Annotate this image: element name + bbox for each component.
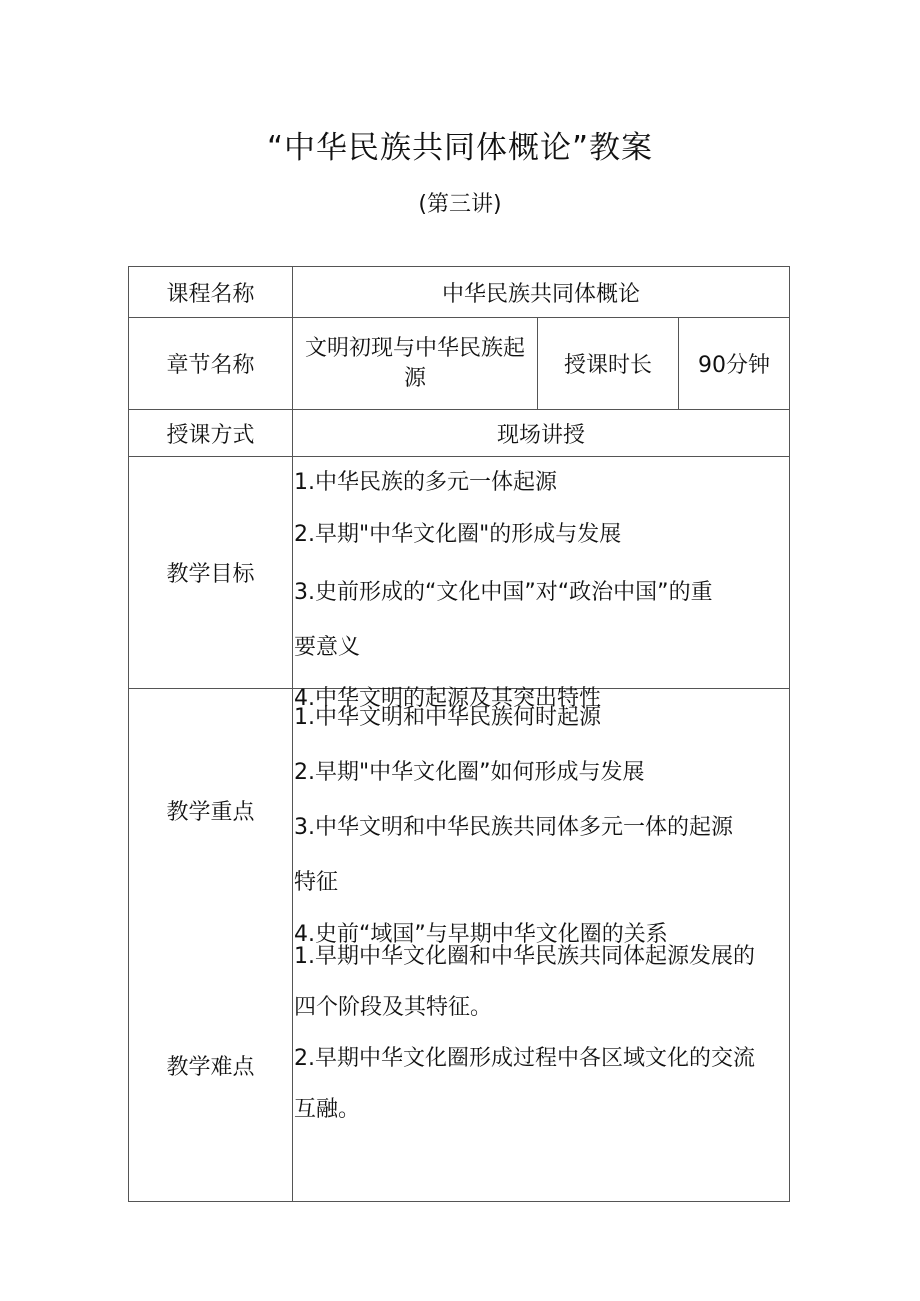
goal-item: 要意义 <box>294 635 361 660</box>
teaching-method-value: 现场讲授 <box>496 422 585 448</box>
difficulty-item: 四个阶段及其特征。 <box>294 995 493 1020</box>
goal-item: 4.中华文明的起源及其突出特性 <box>294 686 601 711</box>
teaching-goals-label: 教学目标 <box>166 562 255 587</box>
teaching-focus-content <box>294 689 789 947</box>
duration-label: 授课时长 <box>563 353 652 378</box>
course-name-label: 课程名称 <box>166 281 255 307</box>
teaching-difficulty-content <box>294 925 789 1201</box>
teaching-method-label: 授课方式 <box>166 422 255 448</box>
course-name-value: 中华民族共同体概论 <box>441 281 640 307</box>
duration-value: 90分钟 <box>698 353 770 378</box>
goal-item: 2.早期"中华文化圈"的形成与发展 <box>294 522 622 547</box>
teaching-focus-label: 教学重点 <box>166 799 255 825</box>
goal-item: 3.史前形成的“文化中国”对“政治中国”的重 <box>294 580 713 605</box>
chapter-name-label: 章节名称 <box>166 353 255 378</box>
chapter-name-line-2: 源 <box>403 365 426 391</box>
focus-item: 1.中华文明和中华民族何时起源 <box>294 705 601 730</box>
goal-item: 1.中华民族的多元一体起源 <box>294 470 557 495</box>
difficulty-item: 2.早期中华文化圈形成过程中各区域文化的交流 <box>294 1046 755 1071</box>
focus-item: 4.史前“域国”与早期中华文化圈的关系 <box>294 922 668 947</box>
chapter-name-line-1: 文明初现与中华民族起 <box>304 335 525 361</box>
focus-item: 3.中华文明和中华民族共同体多元一体的起源 <box>294 815 733 840</box>
focus-item: 2.早期"中华文化圈”如何形成与发展 <box>294 760 645 785</box>
chapter-name-value <box>293 318 537 409</box>
difficulty-item: 互融。 <box>294 1097 361 1122</box>
document-title: “中华民族共同体概论”教案 <box>266 130 654 166</box>
lecture-number: (第三讲) <box>418 192 502 217</box>
difficulty-item: 1.早期中华文化圈和中华民族共同体起源发展的 <box>294 944 755 969</box>
teaching-difficulty-label: 教学难点 <box>166 1054 255 1080</box>
focus-item: 特征 <box>294 870 339 895</box>
teaching-goals-content <box>294 457 789 711</box>
